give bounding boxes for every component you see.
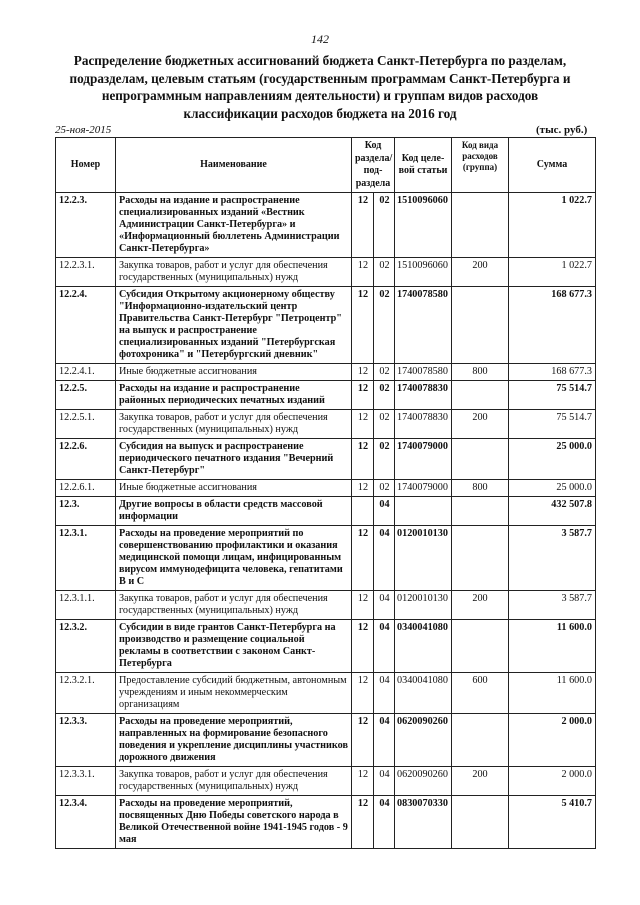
row-section-cell: 12 <box>352 796 374 849</box>
row-subsection-cell: 04 <box>374 767 395 796</box>
row-target-cell: 0120010130 <box>395 526 452 591</box>
row-expense-type-cell: 200 <box>452 591 509 620</box>
row-number-cell: 12.2.6. <box>56 439 116 480</box>
row-target-cell: 0120010130 <box>395 591 452 620</box>
table-row <box>56 480 596 497</box>
header-number: Номер <box>56 138 116 193</box>
row-number-cell: 12.3.2. <box>56 620 116 673</box>
row-target-cell: 1740079000 <box>395 439 452 480</box>
row-number-cell: 12.2.5. <box>56 381 116 410</box>
row-subsection-cell: 04 <box>374 591 395 620</box>
row-subsection-cell: 04 <box>374 620 395 673</box>
row-expense-type-cell: 600 <box>452 673 509 714</box>
table-header-row <box>56 138 596 193</box>
row-section-cell: 12 <box>352 258 374 287</box>
row-expense-type-cell <box>452 439 509 480</box>
row-number-cell: 12.3.4. <box>56 796 116 849</box>
row-section-cell: 12 <box>352 526 374 591</box>
row-section-cell: 12 <box>352 381 374 410</box>
table-row <box>56 714 596 767</box>
header-expense-type: Код вида расходов (группа) <box>452 138 509 193</box>
row-section-cell: 12 <box>352 620 374 673</box>
row-expense-type-cell <box>452 714 509 767</box>
row-target-cell: 1740078580 <box>395 287 452 364</box>
row-number-cell: 12.3. <box>56 497 116 526</box>
row-name-cell: Закупка товаров, работ и услуг для обеспечения государственных (муниципальных) нужд <box>116 410 352 439</box>
row-subsection-cell: 04 <box>374 526 395 591</box>
row-number-cell: 12.2.3.1. <box>56 258 116 287</box>
row-target-cell: 0620090260 <box>395 767 452 796</box>
row-amount-cell: 1 022.7 <box>509 258 596 287</box>
row-number-cell: 12.3.3.1. <box>56 767 116 796</box>
row-amount-cell: 168 677.3 <box>509 287 596 364</box>
table-row <box>56 381 596 410</box>
row-expense-type-cell: 800 <box>452 480 509 497</box>
row-number-cell: 12.3.1. <box>56 526 116 591</box>
table-row <box>56 497 596 526</box>
row-expense-type-cell <box>452 796 509 849</box>
row-section-cell: 12 <box>352 287 374 364</box>
row-section-cell: 12 <box>352 591 374 620</box>
row-subsection-cell: 04 <box>374 796 395 849</box>
table-row <box>56 767 596 796</box>
budget-table <box>55 137 596 849</box>
row-expense-type-cell <box>452 620 509 673</box>
table-row <box>56 796 596 849</box>
row-amount-cell: 25 000.0 <box>509 439 596 480</box>
table-row <box>56 620 596 673</box>
row-subsection-cell: 04 <box>374 497 395 526</box>
row-subsection-cell: 02 <box>374 364 395 381</box>
row-target-cell: 1740079000 <box>395 480 452 497</box>
row-target-cell: 1740078830 <box>395 410 452 439</box>
row-amount-cell: 432 507.8 <box>509 497 596 526</box>
row-amount-cell: 5 410.7 <box>509 796 596 849</box>
row-name-cell: Субсидия на выпуск и распространение периодического печатного издания "Вечерний Санкт-Петербург" <box>116 439 352 480</box>
row-target-cell <box>395 497 452 526</box>
table-row <box>56 287 596 364</box>
table-row <box>56 526 596 591</box>
row-expense-type-cell: 200 <box>452 258 509 287</box>
row-number-cell: 12.2.4. <box>56 287 116 364</box>
row-expense-type-cell <box>452 497 509 526</box>
row-expense-type-cell <box>452 193 509 258</box>
row-name-cell: Субсидии в виде грантов Санкт-Петербурга на производство и размещение социальной рекламы в соответствии с законом Санкт-Петербурга <box>116 620 352 673</box>
row-expense-type-cell <box>452 381 509 410</box>
page-number: 142 <box>311 32 329 46</box>
row-amount-cell: 168 677.3 <box>509 364 596 381</box>
table-row <box>56 673 596 714</box>
row-section-cell: 12 <box>352 364 374 381</box>
row-name-cell: Закупка товаров, работ и услуг для обеспечения государственных (муниципальных) нужд <box>116 591 352 620</box>
row-name-cell: Иные бюджетные ассигнования <box>116 364 352 381</box>
row-subsection-cell: 02 <box>374 410 395 439</box>
table-row <box>56 439 596 480</box>
row-amount-cell: 75 514.7 <box>509 410 596 439</box>
row-section-cell: 12 <box>352 480 374 497</box>
row-name-cell: Другие вопросы в области средств массовой информации <box>116 497 352 526</box>
row-section-cell: 12 <box>352 767 374 796</box>
row-target-cell: 1510096060 <box>395 258 452 287</box>
header-section: Код раздела/ под-раздела <box>352 138 395 193</box>
row-amount-cell: 2 000.0 <box>509 714 596 767</box>
row-section-cell: 12 <box>352 193 374 258</box>
row-name-cell: Закупка товаров, работ и услуг для обеспечения государственных (муниципальных) нужд <box>116 767 352 796</box>
row-section-cell: 12 <box>352 673 374 714</box>
table-row <box>56 258 596 287</box>
row-target-cell: 0340041080 <box>395 673 452 714</box>
row-name-cell: Субсидия Открытому акционерному обществу "Информационно-издательский центр Правительства Санкт-Петербург "Петроцентр" на выпуск и распространение специализированных изданий "Петербургская фотохроника" и "Петербургский дневник" <box>116 287 352 364</box>
row-number-cell: 12.2.6.1. <box>56 480 116 497</box>
table-row <box>56 591 596 620</box>
row-amount-cell: 3 587.7 <box>509 526 596 591</box>
row-name-cell: Расходы на проведение мероприятий по совершенствованию профилактики и оказания медицинской помощи лицам, инфицированным вирусом иммунодефицита человека, гепатитами В и С <box>116 526 352 591</box>
row-amount-cell: 1 022.7 <box>509 193 596 258</box>
header-target: Код целе-вой статьи <box>395 138 452 193</box>
row-subsection-cell: 02 <box>374 287 395 364</box>
table-row <box>56 410 596 439</box>
table-row <box>56 193 596 258</box>
row-expense-type-cell: 200 <box>452 767 509 796</box>
row-expense-type-cell: 800 <box>452 364 509 381</box>
row-expense-type-cell <box>452 526 509 591</box>
row-name-cell: Расходы на издание и распространение специализированных изданий «Вестник Администрации Санкт-Петербурга» и «Информационный бюллетень Администрации Санкт-Петербурга» <box>116 193 352 258</box>
row-amount-cell: 3 587.7 <box>509 591 596 620</box>
row-name-cell: Расходы на проведение мероприятий, посвященных Дню Победы советского народа в Великой Отечественной войне 1941-1945 годов - 9 мая <box>116 796 352 849</box>
row-amount-cell: 75 514.7 <box>509 381 596 410</box>
row-number-cell: 12.2.3. <box>56 193 116 258</box>
row-number-cell: 12.2.4.1. <box>56 364 116 381</box>
row-expense-type-cell: 200 <box>452 410 509 439</box>
row-subsection-cell: 02 <box>374 258 395 287</box>
row-number-cell: 12.3.2.1. <box>56 673 116 714</box>
row-subsection-cell: 02 <box>374 193 395 258</box>
header-amount: Сумма <box>509 138 596 193</box>
page-title: Распределение бюджетных ассигнований бюджета Санкт-Петербурга по разделам, подразделам, целевым статьям (государственным программам Санкт-Петербурга и непрограммным направлениям деятельности) и группам видов расходов классификации расходов бюджета на 2016 год <box>69 53 571 121</box>
row-expense-type-cell <box>452 287 509 364</box>
row-target-cell: 0830070330 <box>395 796 452 849</box>
table-row <box>56 364 596 381</box>
row-subsection-cell: 04 <box>374 714 395 767</box>
row-name-cell: Закупка товаров, работ и услуг для обеспечения государственных (муниципальных) нужд <box>116 258 352 287</box>
units-label: (тыс. руб.) <box>536 124 588 136</box>
row-target-cell: 1510096060 <box>395 193 452 258</box>
row-subsection-cell: 02 <box>374 480 395 497</box>
row-section-cell: 12 <box>352 439 374 480</box>
row-number-cell: 12.2.5.1. <box>56 410 116 439</box>
row-name-cell: Иные бюджетные ассигнования <box>116 480 352 497</box>
row-name-cell: Расходы на издание и распространение районных периодических печатных изданий <box>116 381 352 410</box>
row-amount-cell: 25 000.0 <box>509 480 596 497</box>
row-target-cell: 1740078580 <box>395 364 452 381</box>
row-amount-cell: 11 600.0 <box>509 620 596 673</box>
row-name-cell: Расходы на проведение мероприятий, направленных на формирование безопасного поведения и укрепление дисциплины участников дорожного движения <box>116 714 352 767</box>
row-number-cell: 12.3.1.1. <box>56 591 116 620</box>
row-subsection-cell: 04 <box>374 673 395 714</box>
row-subsection-cell: 02 <box>374 439 395 480</box>
row-amount-cell: 2 000.0 <box>509 767 596 796</box>
header-name: Наименование <box>116 138 352 193</box>
row-section-cell: 12 <box>352 714 374 767</box>
row-target-cell: 1740078830 <box>395 381 452 410</box>
row-number-cell: 12.3.3. <box>56 714 116 767</box>
row-name-cell: Предоставление субсидий бюджетным, автономным учреждениям и иным некоммерческим организациям <box>116 673 352 714</box>
row-section-cell <box>352 497 374 526</box>
document-date: 25-ноя-2015 <box>55 124 112 136</box>
row-target-cell: 0620090260 <box>395 714 452 767</box>
row-target-cell: 0340041080 <box>395 620 452 673</box>
row-section-cell: 12 <box>352 410 374 439</box>
row-amount-cell: 11 600.0 <box>509 673 596 714</box>
row-subsection-cell: 02 <box>374 381 395 410</box>
